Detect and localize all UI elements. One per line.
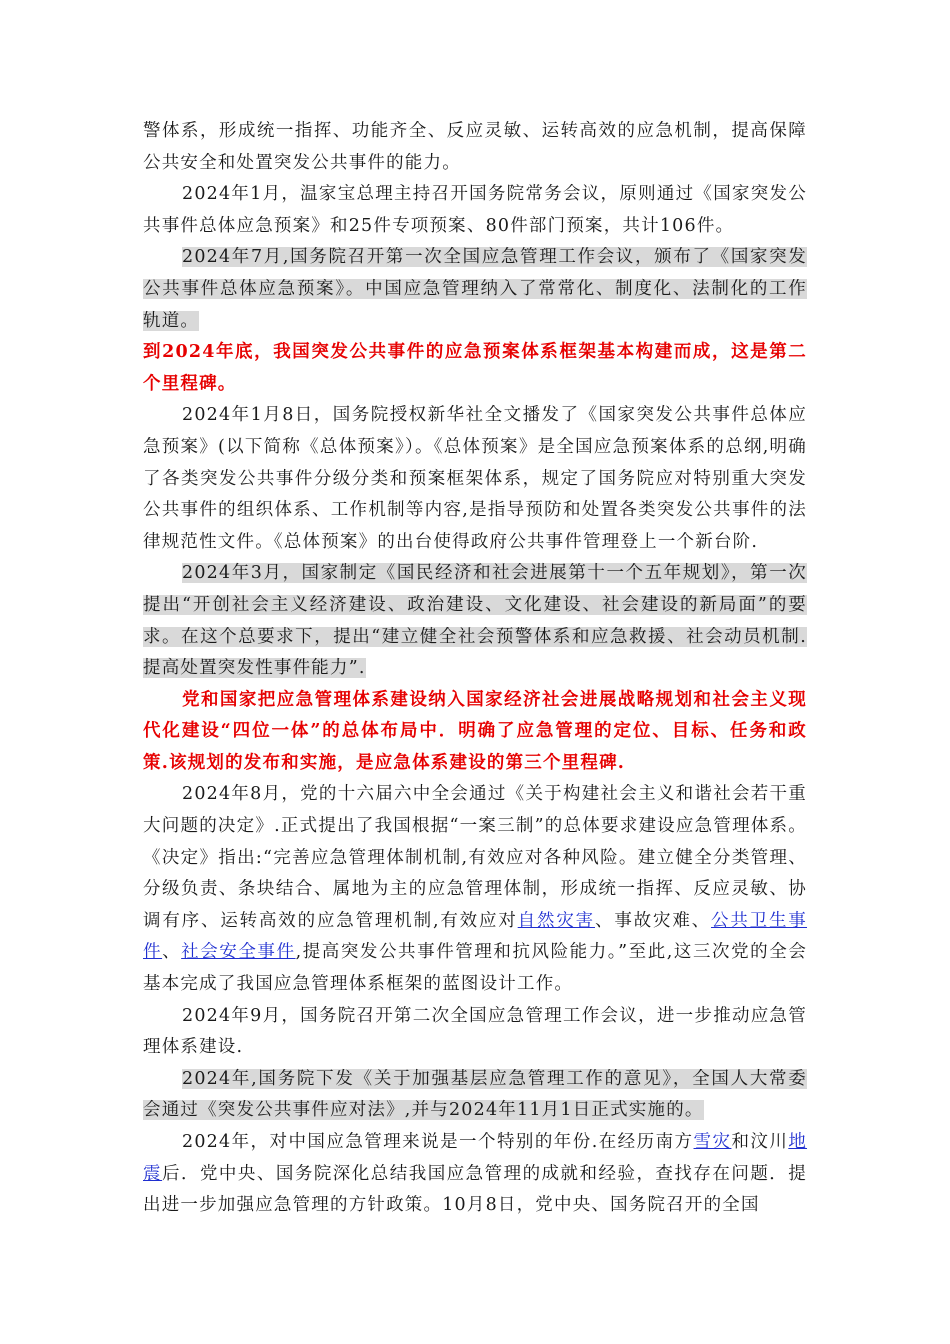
paragraph-11-text-a: 2024年，对中国应急管理来说是一个特别的年份.在经历南方 bbox=[182, 1132, 694, 1152]
paragraph-3-highlighted bbox=[143, 242, 807, 337]
paragraph-1: 警体系，形成统一指挥、功能齐全、反应灵敏、运转高效的应急机制，提高保障公共安全和处置突发公共事件的能力。 bbox=[143, 121, 807, 173]
paragraph-2: 2024年1月，温家宝总理主持召开国务院常务会议，原则通过《国家突发公共事件总体应急预案》和25件专项预案、80件部门预案，共计106件。 bbox=[143, 184, 807, 236]
document-body bbox=[143, 116, 807, 1222]
link-earthquake[interactable]: 地震 bbox=[143, 1132, 808, 1184]
paragraph-8-text-d: ,提高突发公共事件管理和抗风险能力。”至此,这三次党的全会基本完成了我国应急管理体系框架的蓝图设计工作。 bbox=[143, 942, 808, 995]
milestone-3-statement: 党和国家把应急管理体系建设纳入国家经济社会进展战略规划和社会主义现代化建设“四位一体”的总体布局中．明确了应急管理的定位、目标、任务和政策.该规划的发布和实施，是应急体系建设的第三个里程碑. bbox=[143, 689, 807, 773]
paragraph-8-text-b: 、事故灾难、 bbox=[595, 910, 711, 931]
paragraph-11 bbox=[143, 1127, 807, 1222]
paragraph-8 bbox=[143, 779, 807, 1000]
link-natural-disaster[interactable]: 自然灾害 bbox=[517, 910, 595, 931]
paragraph-11-text-b: 和汶川 bbox=[731, 1132, 789, 1152]
paragraph-10 bbox=[143, 1064, 807, 1127]
highlighted-text: 2024年7月,国务院召开第一次全国应急管理工作会议，颁布了《国家突发公共事件总体应急预案》。中国应急管理纳入了常常化、制度化、法制化的工作轨道。 bbox=[143, 247, 807, 331]
link-public-health-event[interactable]: 公共卫生事件 bbox=[143, 910, 808, 963]
paragraph-9: 2024年9月，国务院召开第二次全国应急管理工作会议，进一步推动应急管理体系建设. bbox=[143, 1005, 807, 1058]
milestone-2-statement: 到2024年底，我国突发公共事件的应急预案体系框架基本构建而成，这是第二个里程碑。 bbox=[143, 342, 807, 394]
paragraph-6 bbox=[143, 558, 807, 684]
paragraph-5: 2024年1月8日，国务院授权新华社全文播发了《国家突发公共事件总体应急预案》(以下简称《总体预案》）。《总体预案》是全国应急预案体系的总纲,明确了各类突发公共事件分级分类和预案框架体系，规定了国务院应对特别重大突发公共事件的组织体系、工作机制等内容,是指导预防和处置各类突发公共事件的法律规范性文件。《总体预案》的出台使得政府公共事件管理登上一个新台阶. bbox=[143, 405, 807, 552]
link-snow-disaster[interactable]: 雪灾 bbox=[693, 1132, 732, 1152]
paragraph-8-text-a: 2024年8月，党的十六届六中全会通过《关于构建社会主义和谐社会若干重大问题的决定》.正式提出了我国根据“一案三制”的总体要求建设应急管理体系。《决定》指出:“完善应急管理体制机制,有效应对各种风险。建立健全分类管理、分级负责、条块结合、属地为主的应急管理体制，形成统一指挥、反应灵敏、协调有序、运转高效的应急管理机制,有效应对 bbox=[143, 784, 807, 931]
highlighted-text: 2024年3月，国家制定《国民经济和社会进展第十一个五年规划》，第一次提出“开创社会主义经济建设、政治建设、文化建设、社会建设的新局面”的要求。在这个总要求下，提出“建立健全社会预警体系和应急救援、社会动员机制.提高处置突发性事件能力”. bbox=[143, 563, 807, 679]
highlighted-text: 2024年,国务院下发《关于加强基层应急管理工作的意见》，全国人大常委会通过《突发公共事件应对法》,并与2024年11月1日正式实施的。 bbox=[143, 1068, 807, 1121]
paragraph-8-text-c: 、 bbox=[162, 942, 182, 963]
link-social-security-event[interactable]: 社会安全事件 bbox=[181, 942, 296, 963]
paragraph-11-text-c: 后．党中央、国务院深化总结我国应急管理的成就和经验，查找存在问题．提出进一步加强应急管理的方针政策。10月8日，党中央、国务院召开的全国 bbox=[143, 1163, 807, 1216]
